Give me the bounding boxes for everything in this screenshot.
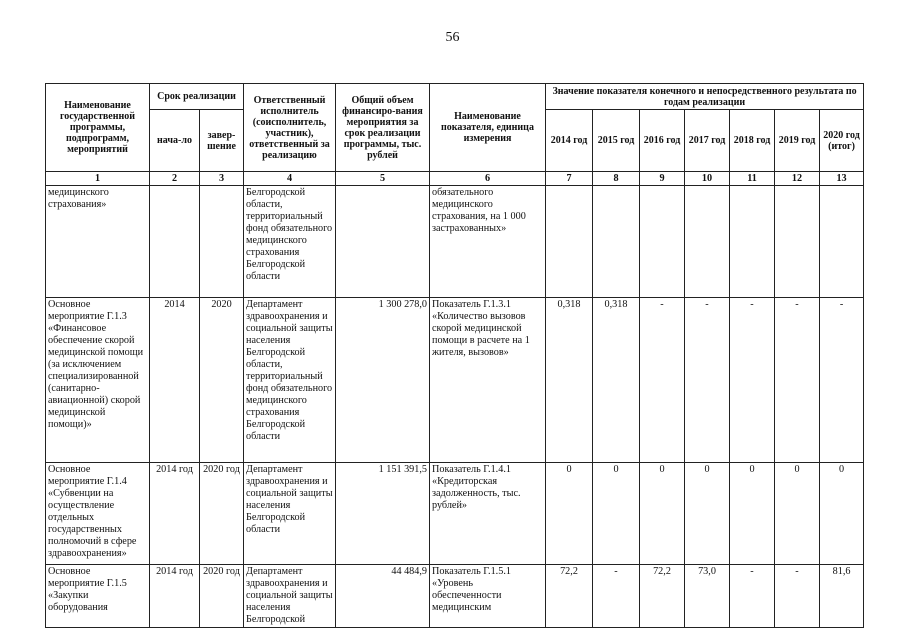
row-start: 2014 год bbox=[150, 565, 200, 628]
row-value-2015: 0,318 bbox=[593, 298, 640, 463]
column-number: 2 bbox=[150, 172, 200, 186]
row-value-2017: 73,0 bbox=[685, 565, 730, 628]
row-start bbox=[150, 186, 200, 298]
row-value-2015 bbox=[593, 186, 640, 298]
row-value-2020: - bbox=[820, 298, 864, 463]
row-responsible: Белгородской области, территориальный фонд обязательного медицинского страхования Белгородской области bbox=[244, 186, 336, 298]
column-number: 12 bbox=[775, 172, 820, 186]
row-value-2014: 72,2 bbox=[546, 565, 593, 628]
row-value-2016: 72,2 bbox=[640, 565, 685, 628]
row-start: 2014 bbox=[150, 298, 200, 463]
column-number: 8 bbox=[593, 172, 640, 186]
row-volume: 1 151 391,5 bbox=[336, 463, 430, 565]
program-table bbox=[45, 83, 864, 628]
row-name: Основное мероприятие Г.1.4 «Субвенции на осуществление отдельных государственных полномочий в сфере здравоохранения» bbox=[46, 463, 150, 565]
header-end: завер-шение bbox=[200, 110, 244, 172]
row-value-2016: 0 bbox=[640, 463, 685, 565]
row-value-2015: 0 bbox=[593, 463, 640, 565]
row-start: 2014 год bbox=[150, 463, 200, 565]
table-row bbox=[46, 565, 864, 628]
row-value-2018: 0 bbox=[730, 463, 775, 565]
header-year-2015: 2015 год bbox=[593, 110, 640, 172]
header-name: Наименование государственной программы, подпрограмм, мероприятий bbox=[46, 84, 150, 172]
row-value-2018: - bbox=[730, 565, 775, 628]
table-row bbox=[46, 186, 864, 298]
row-end: 2020 bbox=[200, 298, 244, 463]
header-year-2018: 2018 год bbox=[730, 110, 775, 172]
header-values: Значение показателя конечного и непосредственного результата по годам реализации bbox=[546, 84, 864, 110]
row-end: 2020 год bbox=[200, 463, 244, 565]
table-row bbox=[46, 463, 864, 565]
row-value-2015: - bbox=[593, 565, 640, 628]
row-value-2017 bbox=[685, 186, 730, 298]
column-number: 13 bbox=[820, 172, 864, 186]
header-indicator: Наименование показателя, единица измерения bbox=[430, 84, 546, 172]
row-responsible: Департамент здравоохранения и социальной защиты населения Белгородской области bbox=[244, 463, 336, 565]
row-volume bbox=[336, 186, 430, 298]
page-number: 56 bbox=[445, 30, 460, 45]
column-number: 3 bbox=[200, 172, 244, 186]
row-responsible: Департамент здравоохранения и социальной защиты населения Белгородской bbox=[244, 565, 336, 628]
row-value-2018 bbox=[730, 186, 775, 298]
row-name: медицинского страхования» bbox=[46, 186, 150, 298]
row-value-2016 bbox=[640, 186, 685, 298]
row-indicator: Показатель Г.1.3.1 «Количество вызовов скорой медицинской помощи в расчете на 1 жителя, вызовов» bbox=[430, 298, 546, 463]
header-year-2020: 2020 год (итог) bbox=[820, 110, 864, 172]
column-number-row bbox=[46, 172, 864, 186]
header-responsible: Ответственный исполнитель (соисполнитель, участник), ответственный за реализацию bbox=[244, 84, 336, 172]
column-number: 11 bbox=[730, 172, 775, 186]
header-volume: Общий объем финансиро-вания мероприятия за срок реализации программы, тыс. рублей bbox=[336, 84, 430, 172]
row-responsible: Департамент здравоохранения и социальной защиты населения Белгородской области, территориальный фонд обязательного медицинского страхования Белгородской области bbox=[244, 298, 336, 463]
row-end: 2020 год bbox=[200, 565, 244, 628]
row-value-2014: 0,318 bbox=[546, 298, 593, 463]
column-number: 4 bbox=[244, 172, 336, 186]
column-number: 6 bbox=[430, 172, 546, 186]
column-number: 9 bbox=[640, 172, 685, 186]
row-value-2020 bbox=[820, 186, 864, 298]
row-volume: 44 484,9 bbox=[336, 565, 430, 628]
row-volume: 1 300 278,0 bbox=[336, 298, 430, 463]
header-period: Срок реализации bbox=[150, 84, 244, 110]
header-year-2014: 2014 год bbox=[546, 110, 593, 172]
row-value-2014 bbox=[546, 186, 593, 298]
row-indicator: Показатель Г.1.4.1 «Кредиторская задолженность, тыс. рублей» bbox=[430, 463, 546, 565]
row-value-2020: 0 bbox=[820, 463, 864, 565]
row-value-2020: 81,6 bbox=[820, 565, 864, 628]
row-value-2018: - bbox=[730, 298, 775, 463]
column-number: 7 bbox=[546, 172, 593, 186]
row-value-2016: - bbox=[640, 298, 685, 463]
row-end bbox=[200, 186, 244, 298]
table-row bbox=[46, 298, 864, 463]
row-name: Основное мероприятие Г.1.5 «Закупки оборудования bbox=[46, 565, 150, 628]
row-indicator: Показатель Г.1.5.1 «Уровень обеспеченности медицинским bbox=[430, 565, 546, 628]
header-year-2016: 2016 год bbox=[640, 110, 685, 172]
header-start: нача-ло bbox=[150, 110, 200, 172]
column-number: 10 bbox=[685, 172, 730, 186]
column-number: 1 bbox=[46, 172, 150, 186]
header-year-2017: 2017 год bbox=[685, 110, 730, 172]
row-value-2017: 0 bbox=[685, 463, 730, 565]
row-value-2019: - bbox=[775, 298, 820, 463]
row-value-2019: 0 bbox=[775, 463, 820, 565]
row-value-2019 bbox=[775, 186, 820, 298]
row-value-2014: 0 bbox=[546, 463, 593, 565]
row-indicator: обязательного медицинского страхования, на 1 000 застрахованных» bbox=[430, 186, 546, 298]
header-year-2019: 2019 год bbox=[775, 110, 820, 172]
row-value-2017: - bbox=[685, 298, 730, 463]
column-number: 5 bbox=[336, 172, 430, 186]
row-value-2019: - bbox=[775, 565, 820, 628]
row-name: Основное мероприятие Г.1.3 «Финансовое обеспечение скорой медицинской помощи (за исключением специализированной (санитарно-авиационной) скорой медицинской помощи)» bbox=[46, 298, 150, 463]
